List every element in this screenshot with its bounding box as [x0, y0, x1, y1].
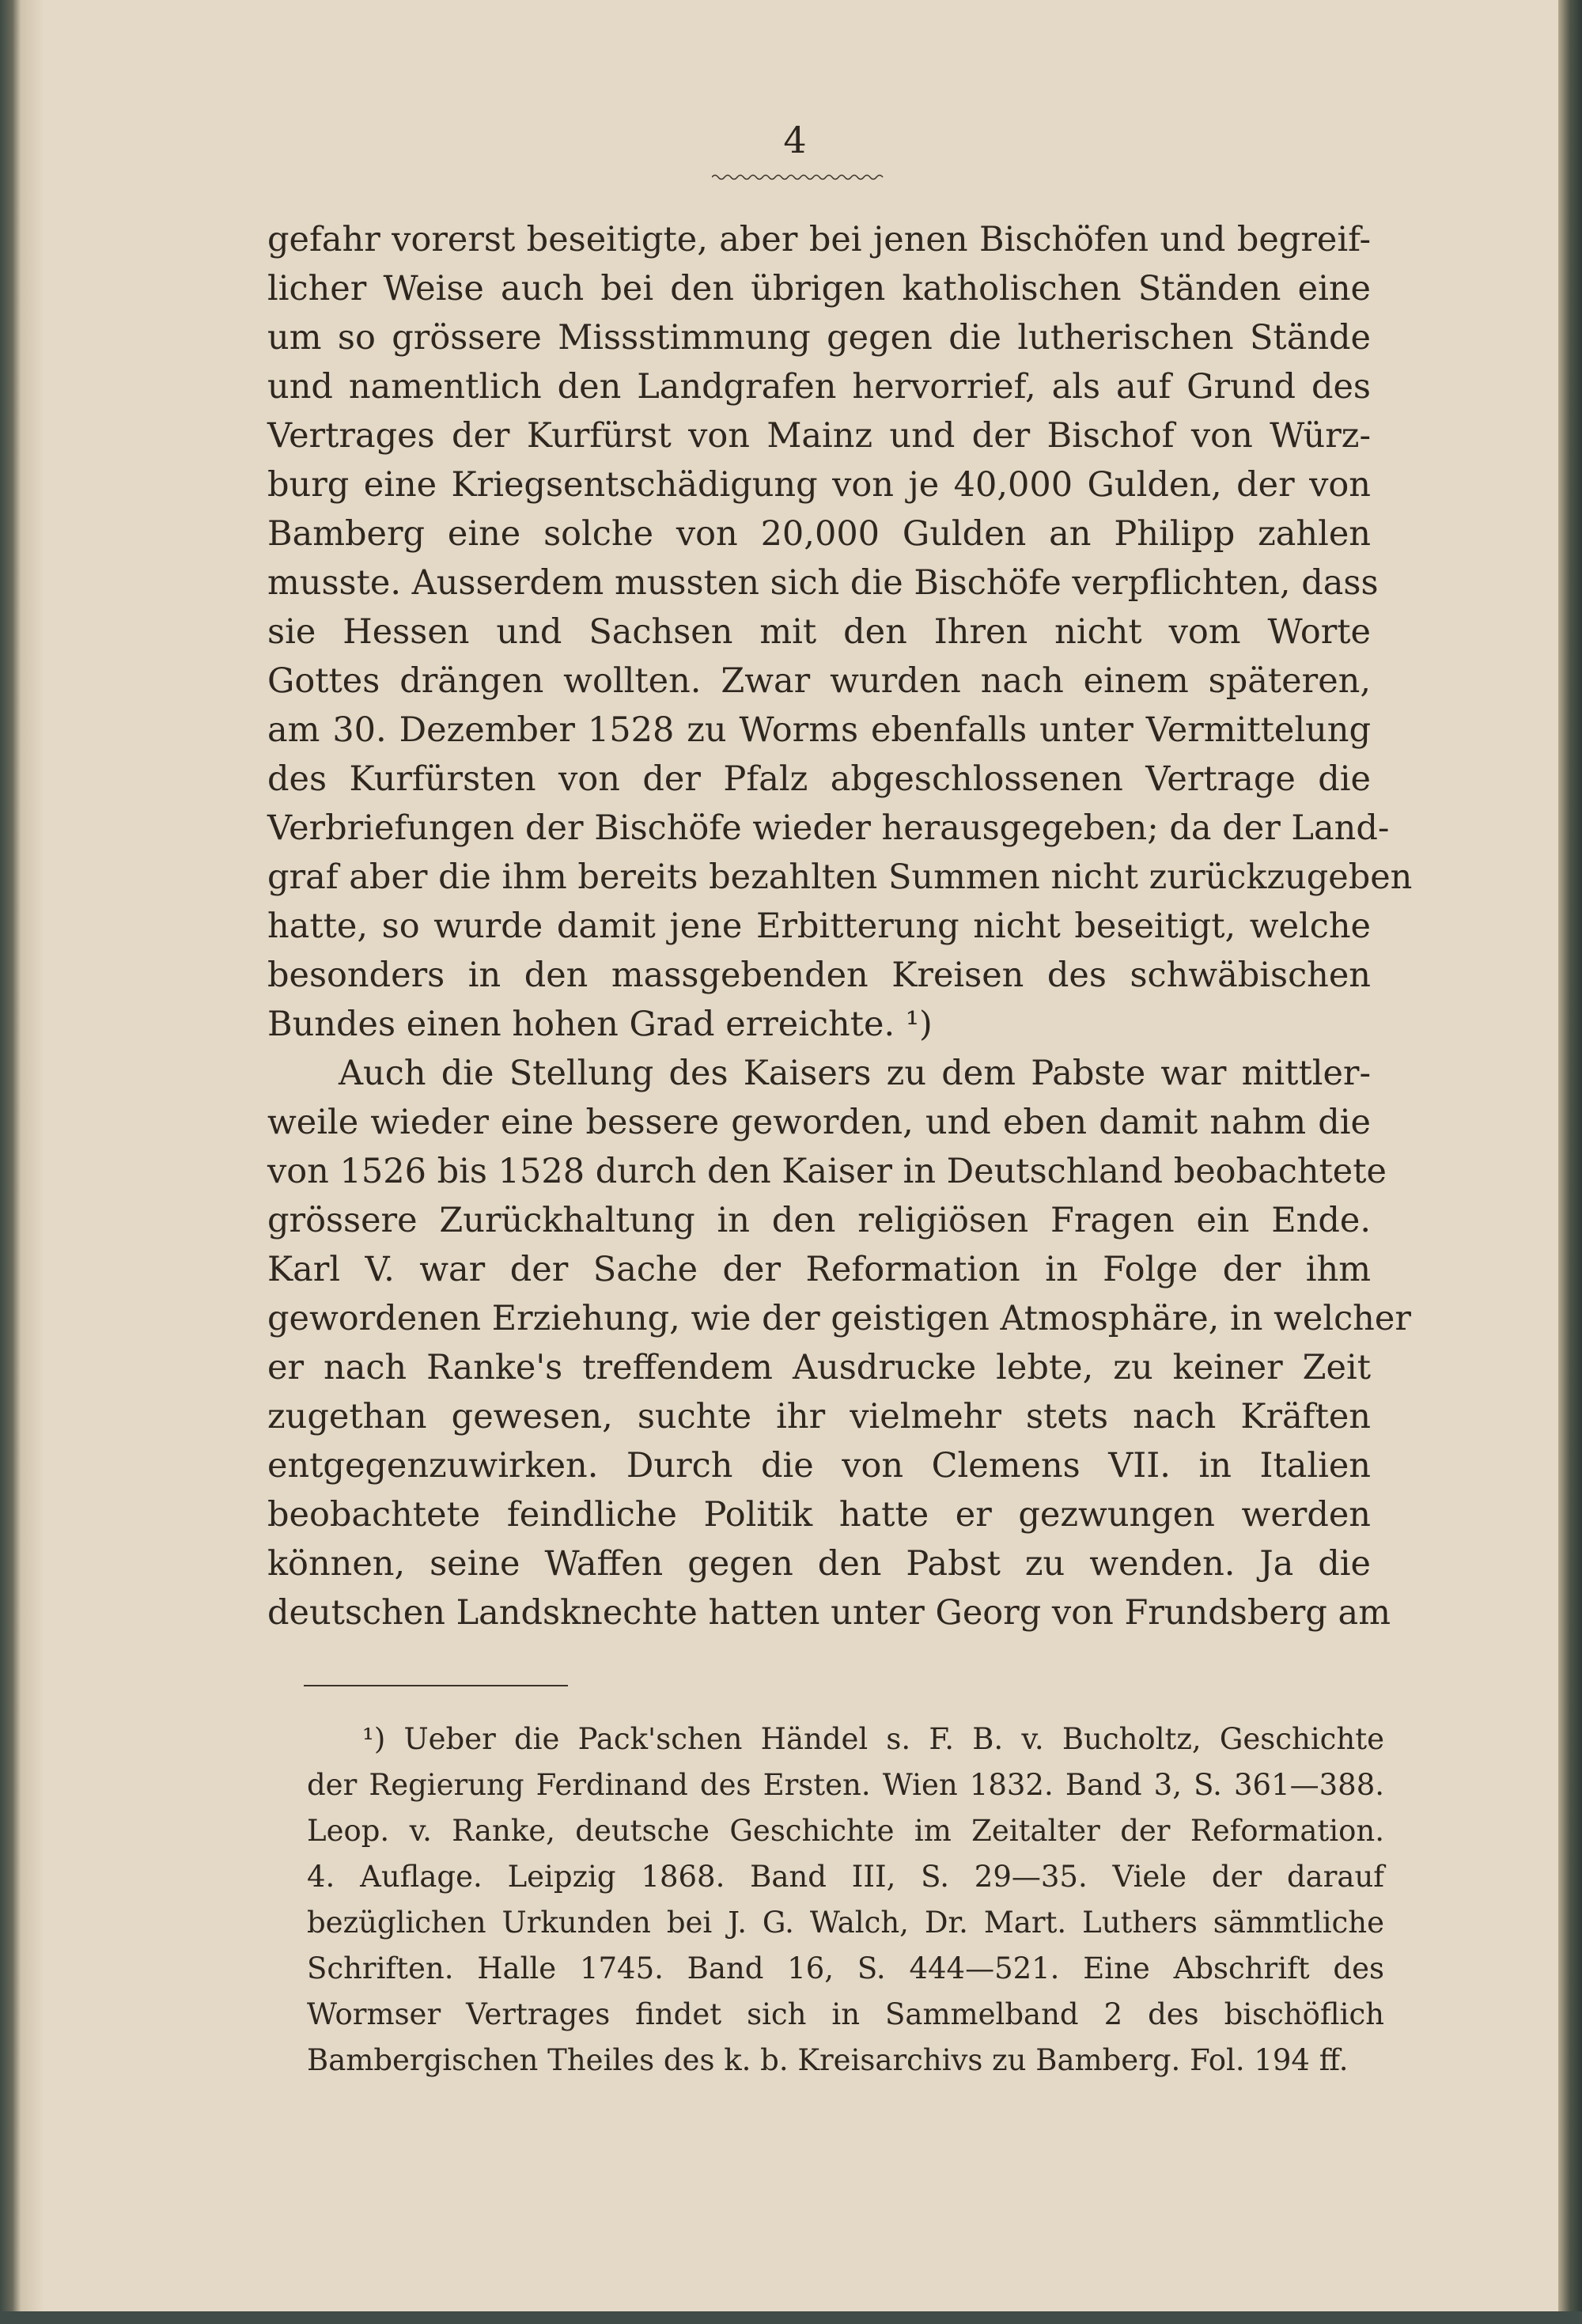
- text-line: können, seine Waffen gegen den Pabst zu wenden. Ja die: [267, 1544, 1371, 1584]
- text-line: Schriften. Halle 1745. Band 16, S. 444—521. Eine Abschrift des: [307, 1951, 1384, 1985]
- text-line: besonders in den massgebenden Kreisen des schwäbischen: [267, 956, 1371, 995]
- text-line: grössere Zurückhaltung in den religiösen Fragen ein Ende.: [267, 1201, 1371, 1240]
- text-line: Karl V. war der Sache der Reformation in Folge der ihm: [267, 1250, 1371, 1289]
- text-line: der Regierung Ferdinand des Ersten. Wien 1832. Band 3, S. 361—388.: [307, 1768, 1384, 1802]
- paragraph-1: [267, 215, 1413, 1049]
- text-line: hatte, so wurde damit jene Erbitterung nicht beseitigt, welche: [267, 907, 1371, 946]
- text-line: zugethan gewesen, suchte ihr vielmehr stets nach Kräften: [267, 1397, 1371, 1436]
- text-line: des Kurfürsten von der Pfalz abgeschlossenen Vertrage die: [267, 759, 1371, 799]
- text-line: Vertrages der Kurfürst von Mainz und der Bischof von Würz-: [267, 416, 1371, 456]
- text-line: am 30. Dezember 1528 zu Worms ebenfalls unter Vermittelung: [267, 710, 1371, 750]
- text-line: Verbriefungen der Bischöfe wieder herausgegeben; da der Land-: [267, 808, 1390, 848]
- paragraph-2: [267, 1049, 1411, 1637]
- text-line: Bambergischen Theiles des k. b. Kreisarchivs zu Bamberg. Fol. 194 ff.: [307, 2043, 1349, 2077]
- text-line: und namentlich den Landgrafen hervorrief, als auf Grund des: [267, 367, 1371, 407]
- text-line: Leop. v. Ranke, deutsche Geschichte im Zeitalter der Reformation.: [307, 1814, 1384, 1848]
- text-line: um so grössere Missstimmung gegen die lutherischen Stände: [267, 318, 1371, 358]
- text-line: licher Weise auch bei den übrigen katholischen Ständen eine: [267, 269, 1371, 308]
- text-line: graf aber die ihm bereits bezahlten Summen nicht zurückzugeben: [267, 857, 1413, 897]
- text-line: weile wieder eine bessere geworden, und eben damit nahm die: [267, 1103, 1371, 1142]
- book-binding-edge: [0, 0, 21, 2324]
- page-right-edge: [1558, 0, 1582, 2324]
- text-line: musste. Ausserdem mussten sich die Bischöfe verpflichten, dass: [267, 563, 1379, 603]
- page-bottom-edge: [0, 2311, 1582, 2324]
- text-line: ¹) Ueber die Pack'schen Händel s. F. B. v. Bucholtz, Geschichte: [362, 1722, 1384, 1756]
- footnote-separator: [304, 1685, 568, 1686]
- text-line: von 1526 bis 1528 durch den Kaiser in Deutschland beobachtete: [267, 1152, 1387, 1191]
- page-gutter-shadow: [21, 0, 44, 2324]
- text-line: Auch die Stellung des Kaisers zu dem Pabste war mittler-: [339, 1054, 1371, 1093]
- text-line: Gottes drängen wollten. Zwar wurden nach einem späteren,: [267, 661, 1371, 701]
- text-line: Bamberg eine solche von 20,000 Gulden an Philipp zahlen: [267, 514, 1371, 554]
- text-line: entgegenzuwirken. Durch die von Clemens VII. in Italien: [267, 1446, 1371, 1486]
- text-line: gefahr vorerst beseitigte, aber bei jenen Bischöfen und begreif-: [267, 220, 1371, 259]
- text-line: burg eine Kriegsentschädigung von je 40,000 Gulden, der von: [267, 465, 1371, 505]
- text-line: Wormser Vertrages findet sich in Sammelband 2 des bischöflich: [307, 1997, 1384, 2031]
- text-line: deutschen Landsknechte hatten unter Georg von Frundsberg am: [267, 1593, 1391, 1633]
- text-line: 4. Auflage. Leipzig 1868. Band III, S. 29—35. Viele der darauf: [307, 1860, 1384, 1894]
- page-number: 4: [783, 119, 807, 161]
- text-line: er nach Ranke's treffendem Ausdrucke lebte, zu keiner Zeit: [267, 1348, 1371, 1387]
- text-line: sie Hessen und Sachsen mit den Ihren nicht vom Worte: [267, 612, 1371, 652]
- footnote: [307, 1717, 1384, 2084]
- text-line: Bundes einen hohen Grad erreichte. ¹): [267, 1005, 933, 1044]
- text-line: gewordenen Erziehung, wie der geistigen Atmosphäre, in welcher: [267, 1299, 1411, 1338]
- main-text: [267, 215, 1413, 1637]
- decorative-wavy-rule: [712, 172, 886, 182]
- text-line: bezüglichen Urkunden bei J. G. Walch, Dr. Mart. Luthers sämmtliche: [307, 1906, 1384, 1940]
- text-line: beobachtete feindliche Politik hatte er gezwungen werden: [267, 1495, 1371, 1535]
